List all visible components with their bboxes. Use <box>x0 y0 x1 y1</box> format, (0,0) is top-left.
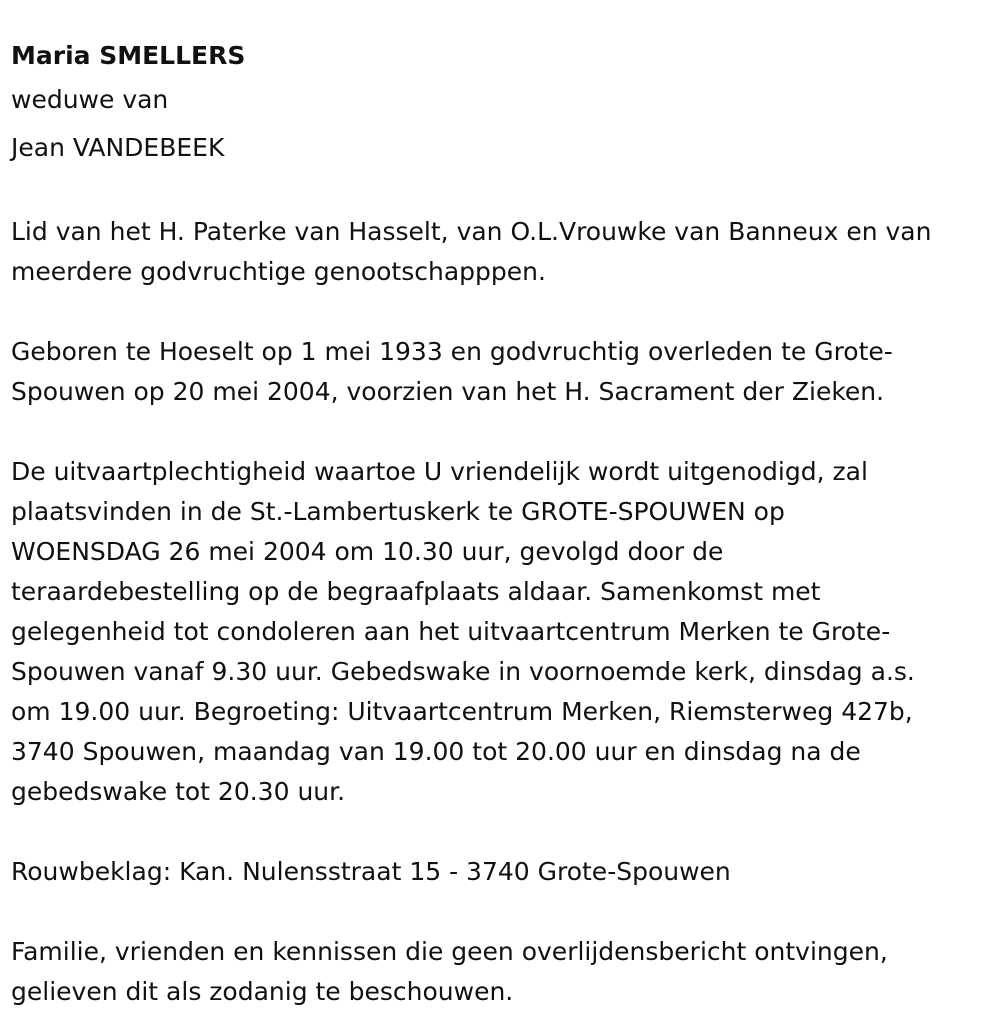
funeral-paragraph <box>11 452 990 812</box>
paragraph-line: Geboren te Hoeselt op 1 mei 1933 en godvruchtig overleden te Grote- <box>11 337 893 366</box>
paragraph-line: Lid van het H. Paterke van Hasselt, van O.L.Vrouwke van Banneux en van <box>11 217 932 246</box>
deceased-name: Maria SMELLERS <box>11 41 246 70</box>
closing-paragraph <box>11 932 990 1012</box>
condolence-address-paragraph <box>11 852 990 892</box>
spacer <box>11 892 990 932</box>
paragraph-line: Rouwbeklag: Kan. Nulensstraat 15 - 3740 Grote-Spouwen <box>11 857 731 886</box>
membership-paragraph <box>11 212 990 292</box>
birth-death-paragraph <box>11 332 990 412</box>
paragraph-line: plaatsvinden in de St.-Lambertuskerk te GROTE-SPOUWEN op <box>11 497 785 526</box>
paragraph-line: 3740 Spouwen, maandag van 19.00 tot 20.00 uur en dinsdag na de <box>11 737 861 766</box>
spacer <box>11 812 990 852</box>
paragraph-line: Spouwen vanaf 9.30 uur. Gebedswake in voornoemde kerk, dinsdag a.s. <box>11 657 915 686</box>
paragraph-line: Spouwen op 20 mei 2004, voorzien van het H. Sacrament der Zieken. <box>11 377 885 406</box>
paragraph-line: gelegenheid tot condoleren aan het uitvaartcentrum Merken te Grote- <box>11 617 891 646</box>
spacer <box>11 292 990 332</box>
spacer <box>11 172 990 212</box>
spouse-name: Jean VANDEBEEK <box>11 133 225 162</box>
paragraph-line: Familie, vrienden en kennissen die geen overlijdensbericht ontvingen, <box>11 937 888 966</box>
paragraph-line: gebedswake tot 20.30 uur. <box>11 777 346 806</box>
paragraph-line: om 19.00 uur. Begroeting: Uitvaartcentrum Merken, Riemsterweg 427b, <box>11 697 913 726</box>
spacer <box>11 412 990 452</box>
paragraph-line: WOENSDAG 26 mei 2004 om 10.30 uur, gevolgd door de <box>11 537 724 566</box>
paragraph-line: meerdere godvruchtige genootschapppen. <box>11 257 546 286</box>
paragraph-line: teraardebestelling op de begraafplaats aldaar. Samenkomst met <box>11 577 821 606</box>
paragraph-line: De uitvaartplechtigheid waartoe U vriendelijk wordt uitgenodigd, zal <box>11 457 868 486</box>
relation-text: weduwe van <box>11 85 169 114</box>
paragraph-line: gelieven dit als zodanig te beschouwen. <box>11 977 514 1006</box>
